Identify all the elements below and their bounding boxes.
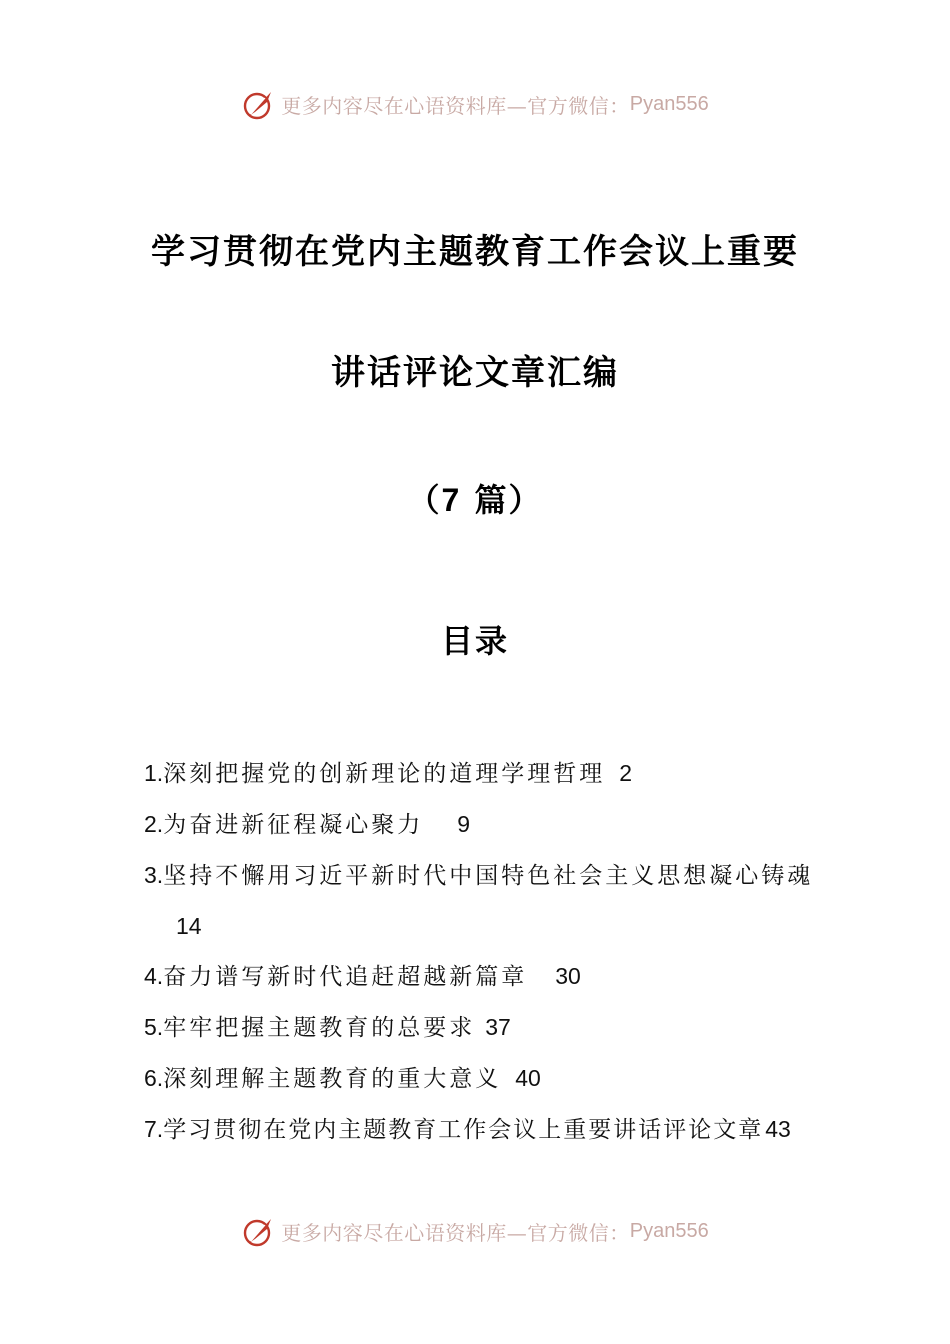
toc-index: 4. (144, 963, 164, 989)
toc-page: 14 (176, 913, 202, 939)
count-number: 7 (441, 482, 462, 518)
toc-page: 37 (485, 1014, 511, 1040)
toc-page: 2 (619, 760, 632, 786)
toc-title: 深刻把握党的创新理论的道理学理哲理 (163, 761, 606, 787)
toc-title: 坚持不懈用习近平新时代中国特色社会主义思想凝心铸魂 (163, 863, 814, 889)
watermark-text: 更多内容尽在心语资料库—官方微信： (281, 93, 630, 118)
toc-page: 30 (555, 963, 581, 989)
watermark-wechat-id: Pyan556 (629, 1219, 709, 1242)
header-watermark (0, 84, 950, 124)
quill-logo-icon (241, 86, 277, 122)
table-of-contents (144, 748, 824, 1155)
toc-index: 3. (144, 862, 164, 888)
toc-item-7[interactable] (144, 1104, 824, 1155)
toc-page: 40 (515, 1065, 541, 1091)
toc-item-4[interactable] (144, 951, 824, 1002)
count-open: （ (407, 481, 442, 519)
document-title-line-2: 讲话评论文章汇编 (331, 353, 619, 393)
quill-logo-icon (241, 1213, 277, 1249)
toc-title: 牢牢把握主题教育的总要求 (163, 1015, 476, 1041)
toc-index: 6. (144, 1065, 164, 1091)
toc-page: 9 (457, 811, 470, 837)
toc-item-3[interactable] (144, 850, 824, 951)
toc-item-5[interactable] (144, 1002, 824, 1053)
toc-title: 奋力谱写新时代追赶超越新篇章 (163, 964, 528, 990)
watermark-wechat-id: Pyan556 (629, 92, 709, 115)
toc-page: 43 (765, 1116, 791, 1142)
document-title-line-1: 学习贯彻在党内主题教育工作会议上重要 (151, 232, 799, 272)
toc-title: 深刻理解主题教育的重大意义 (163, 1066, 502, 1092)
toc-item-2[interactable] (144, 799, 824, 850)
toc-index: 7. (144, 1116, 164, 1142)
toc-heading: 目录 (440, 622, 509, 660)
footer-watermark (0, 1211, 950, 1251)
toc-index: 5. (144, 1014, 164, 1040)
toc-title: 学习贯彻在党内主题教育工作会议上重要讲话评论文章 (163, 1117, 764, 1143)
toc-item-6[interactable] (144, 1053, 824, 1104)
article-count (0, 475, 950, 521)
count-close: 篇） (474, 481, 543, 519)
toc-index: 2. (144, 811, 164, 837)
toc-index: 1. (144, 760, 164, 786)
toc-title: 为奋进新征程凝心聚力 (163, 812, 424, 838)
watermark-text: 更多内容尽在心语资料库—官方微信： (281, 1220, 630, 1245)
toc-item-1[interactable] (144, 748, 824, 799)
